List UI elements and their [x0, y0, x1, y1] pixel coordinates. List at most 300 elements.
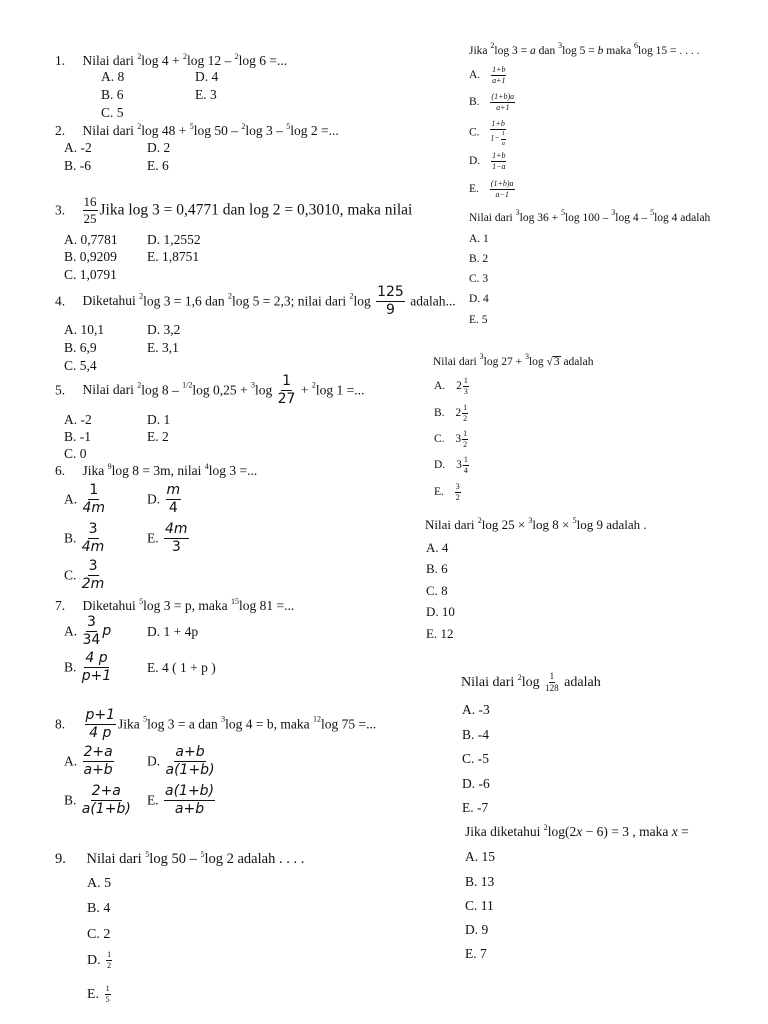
numerator: 1 [282, 373, 291, 389]
option-c: C. -5 [462, 751, 489, 766]
fraction [462, 404, 468, 424]
numerator: 4 p [85, 650, 108, 666]
log-base: 6 [634, 41, 639, 50]
question-number: 9. [55, 851, 66, 867]
log-base: 2 [182, 52, 187, 61]
nested-fraction [501, 131, 506, 147]
fraction [166, 483, 182, 515]
option-d [469, 152, 508, 172]
question-text: log 75 =... [321, 716, 377, 732]
option-label: C. [434, 433, 445, 446]
question-7 [55, 599, 294, 613]
log-base: 2 [137, 380, 142, 390]
option-c: C. 3 [469, 273, 489, 285]
denominator: a+1 [492, 76, 506, 86]
question-text: Diketahui [82, 598, 140, 613]
denominator [490, 130, 505, 147]
right-question-5 [461, 672, 601, 694]
denominator: a+1 [496, 103, 510, 113]
fraction [490, 180, 515, 200]
question-text: log 5 = 2,3; nilai dari [231, 293, 350, 309]
option-d: D. 3,2 [147, 322, 181, 337]
question-number: 6. [55, 463, 66, 478]
option-b: B. 4 [87, 901, 111, 916]
fraction [85, 708, 117, 740]
numerator: a(1+b) [165, 783, 215, 799]
fraction [491, 152, 506, 172]
numerator: a+b [175, 744, 205, 760]
denominator: 3 [171, 538, 181, 555]
question-text: Jika [118, 716, 144, 732]
right-question-6 [465, 825, 689, 839]
question-1 [55, 54, 287, 68]
option-a: A. 10,1 [64, 322, 105, 337]
variable: p [102, 623, 112, 640]
log-base: 3 [528, 516, 533, 525]
numerator: 1+b [491, 152, 506, 162]
fraction [164, 522, 189, 554]
question-text: log 5 = [562, 45, 598, 57]
option-label: B. [64, 659, 77, 675]
option-d: D. 1 [147, 412, 171, 427]
question-text: log 3 =... [208, 463, 258, 478]
question-number: 3. [55, 202, 66, 218]
option-e: E. 2 [147, 429, 169, 444]
denominator: 27 [277, 390, 296, 407]
question-number: 8. [55, 716, 66, 732]
fraction [545, 672, 559, 694]
question-4 [55, 285, 456, 317]
option-a: A. 1 [469, 233, 489, 245]
log-base: 2 [517, 673, 522, 683]
question-text: log 8 – [141, 382, 183, 398]
option-a [64, 483, 107, 515]
option-label: B. [434, 407, 445, 420]
option-a: A. 8 [101, 69, 125, 84]
option-a [434, 377, 471, 397]
denominator: 2 [455, 493, 460, 503]
option-label: E. [87, 986, 100, 1002]
option-label: D. [147, 753, 161, 769]
question-text: log 15 = . . . . [638, 45, 700, 57]
fraction [278, 374, 296, 406]
option-c: C. 5,4 [64, 358, 97, 373]
option-b: B. 13 [465, 874, 495, 889]
denominator: 2 [107, 961, 112, 971]
log-base: 1/2 [182, 380, 193, 390]
option-e [434, 483, 463, 503]
question-text: log 3 – [245, 123, 287, 138]
variable: a [529, 45, 536, 57]
fraction [82, 651, 112, 683]
option-e: E. 6 [147, 158, 169, 173]
option-e: E. -7 [462, 800, 489, 815]
numerator: 1 [89, 482, 99, 498]
whole-number: 2 [456, 380, 462, 393]
option-label: A. [64, 623, 78, 639]
question-text: Diketahui [82, 293, 140, 309]
question-text: dan [535, 45, 559, 57]
option-e: E. 3,1 [147, 340, 179, 355]
question-text: log 36 + [519, 212, 561, 224]
right-question-2 [469, 208, 711, 225]
radicand: 3 [553, 356, 560, 368]
option-b: B. -4 [462, 727, 489, 742]
log-base: 2 [241, 122, 246, 131]
denominator: 3 [463, 387, 468, 397]
option-e [147, 522, 191, 554]
right-question-1 [469, 41, 700, 58]
option-e: E. 1,8751 [147, 249, 200, 264]
log-base: 2 [349, 291, 354, 301]
denominator: 2m [81, 575, 105, 592]
denominator: a+b [174, 800, 205, 817]
numerator: 1+b [491, 66, 506, 76]
question-text: Jika diketahui [465, 824, 544, 839]
whole-number: 2 [455, 407, 462, 420]
denominator: 2 [463, 414, 468, 424]
log-base: 5 [650, 208, 655, 217]
log-base: 3 [221, 714, 226, 724]
numerator: 125 [377, 284, 404, 300]
option-d: D. -6 [462, 776, 490, 791]
question-text: log 50 – [149, 851, 201, 867]
denominator: 25 [83, 210, 97, 226]
option-e: E. 5 [469, 314, 488, 326]
right-question-4 [425, 518, 647, 531]
fraction [455, 483, 461, 503]
question-text: log 81 =... [238, 598, 295, 613]
log-base: 3 [479, 352, 484, 361]
option-label: E. [147, 530, 159, 546]
option-a [469, 66, 508, 86]
question-text: log [254, 382, 273, 398]
question-text: log 3 = a dan [147, 716, 222, 732]
fraction [105, 985, 111, 1005]
option-d [147, 483, 183, 515]
option-c [469, 120, 508, 147]
fraction [376, 285, 405, 317]
option-b: B. 0,9209 [64, 249, 117, 264]
question-text: Jika [82, 463, 108, 478]
option-label: A. [469, 69, 481, 82]
option-label: C. [64, 567, 77, 583]
option-a: A. -2 [64, 140, 92, 155]
question-text: log 4 – [615, 212, 651, 224]
log-base: 2 [543, 823, 548, 832]
option-label: A. [434, 380, 446, 393]
log-base: 5 [139, 597, 144, 606]
variable: b [597, 45, 604, 57]
denominator: 4m [81, 538, 105, 555]
option-e [147, 784, 217, 816]
numerator: 1 [462, 404, 468, 414]
option-label: D. [87, 952, 101, 968]
numerator: 4m [165, 521, 188, 537]
question-number: 1. [55, 53, 66, 68]
numerator: 1 [549, 672, 556, 683]
log-base: 12 [313, 714, 321, 724]
log-base: 2 [490, 41, 495, 50]
fraction [164, 784, 215, 816]
denominator: 1−a [492, 162, 506, 172]
denominator: a [501, 140, 505, 147]
option-c: C. 2 [87, 927, 111, 942]
option-d [434, 456, 471, 476]
question-text: log 4 + [141, 53, 183, 68]
question-text: log 48 + [141, 123, 190, 138]
question-text: maka [603, 45, 635, 57]
option-b [64, 522, 106, 554]
denominator: 5 [105, 995, 110, 1005]
fraction [490, 93, 515, 113]
question-text: adalah [560, 674, 601, 690]
denominator: p+1 [81, 667, 112, 684]
denominator: 9 [386, 301, 395, 318]
question-text: Nilai dari [433, 356, 480, 368]
question-3 [55, 195, 412, 225]
option-b: B. 6 [426, 561, 448, 576]
fraction [82, 559, 105, 591]
question-text: Jika [469, 45, 491, 57]
log-base: 9 [107, 462, 112, 471]
log-base: 3 [611, 208, 616, 217]
option-a: A. 15 [465, 849, 495, 864]
numerator: 1+b [490, 120, 505, 130]
option-a: A. 5 [87, 876, 112, 891]
sqrt-sign: √ [546, 356, 553, 368]
question-text: log 8 = 3m, nilai [111, 463, 205, 478]
question-text: Nilai dari [86, 851, 146, 867]
option-d [87, 951, 114, 971]
option-c: C. 0 [64, 446, 87, 461]
question-5 [55, 374, 364, 406]
numerator: 1 [462, 430, 468, 440]
question-number: 4. [55, 293, 66, 309]
fraction [83, 483, 106, 515]
question-text: log 100 – [564, 212, 612, 224]
fraction [82, 522, 105, 554]
question-number: 2. [55, 123, 66, 138]
option-label: D. [434, 459, 446, 472]
option-d: D. 4 [195, 69, 219, 84]
log-base: 5 [189, 122, 194, 131]
log-base: 3 [524, 352, 529, 361]
question-text: log 1 =... [315, 382, 365, 398]
denominator: 4 [168, 499, 178, 516]
question-text: log 9 adalah . [576, 517, 647, 532]
numerator: p+1 [85, 707, 116, 723]
variable: x [576, 824, 583, 839]
question-text: log [521, 674, 544, 690]
option-b [469, 93, 517, 113]
option-b: B. 6,9 [64, 340, 97, 355]
variable: x [671, 824, 678, 839]
option-d: D. 4 [469, 293, 489, 305]
log-base: 4 [204, 462, 209, 471]
option-d: D. 10 [426, 604, 455, 619]
log-base: 2 [137, 52, 142, 61]
question-text: log 3 = [494, 45, 530, 57]
numerator: 2+a [91, 783, 121, 799]
option-a [64, 745, 116, 777]
log-base: 2 [137, 122, 142, 131]
denominator: 34 [82, 631, 101, 648]
question-text: = [677, 824, 689, 839]
numerator: 16 [83, 194, 97, 209]
right-question-3 [433, 352, 594, 369]
option-label: D. [147, 491, 161, 507]
log-base: 3 [250, 380, 255, 390]
option-b: B. 6 [101, 87, 124, 102]
option-c: C. 1,0791 [64, 267, 117, 282]
option-c: C. 8 [426, 583, 448, 598]
question-text: log 12 – [186, 53, 235, 68]
denominator: 128 [545, 683, 559, 694]
fraction [490, 120, 505, 147]
numerator: 1 [463, 377, 469, 387]
fraction [462, 430, 468, 450]
log-base: 5 [200, 850, 205, 859]
question-text: log 3 = 1,6 dan [143, 293, 228, 309]
denominator: a−1 [495, 190, 509, 200]
numerator: (1+b)a [490, 93, 515, 103]
option-b [64, 651, 113, 683]
option-a: A. 0,7781 [64, 232, 118, 247]
option-c: C. 5 [101, 105, 124, 120]
option-a: A. 4 [426, 540, 449, 555]
question-text: log 25 × [481, 517, 529, 532]
question-8 [55, 708, 376, 740]
question-text: Nilai dari [82, 123, 138, 138]
question-text: Nilai dari [425, 517, 478, 532]
log-base: 2 [234, 52, 239, 61]
denominator: 4m [82, 499, 106, 516]
option-label: D. [469, 155, 481, 168]
option-d: D. 9 [465, 922, 489, 937]
question-text: adalah [560, 356, 594, 368]
whole-number: 3 [455, 433, 462, 446]
fraction [463, 377, 469, 397]
fraction [83, 195, 98, 225]
fraction [82, 784, 131, 816]
log-base: 5 [560, 208, 565, 217]
log-base: 2 [477, 516, 482, 525]
option-label: A. [64, 491, 78, 507]
log-base: 15 [230, 597, 239, 606]
option-e: E. 12 [426, 626, 454, 641]
question-2 [55, 124, 339, 138]
numerator: 1 [105, 985, 111, 995]
denominator: 2 [463, 440, 468, 450]
option-label: E. [434, 486, 444, 499]
option-c [64, 559, 106, 591]
option-label: B. [469, 96, 480, 109]
option-d: D. 1,2552 [147, 232, 201, 247]
fraction [83, 745, 114, 777]
option-b [434, 404, 470, 424]
log-base: 2 [227, 291, 232, 301]
option-label: E. [469, 183, 479, 196]
option-e: E. 4 ( 1 + p ) [147, 660, 216, 675]
numerator: 1 [106, 951, 112, 961]
question-text: log 4 = b, maka [225, 716, 313, 732]
log-base: 2 [311, 380, 316, 390]
fraction [463, 456, 469, 476]
question-text: Jika log 3 = 0,4771 dan log 2 = 0,3010, maka nilai [99, 201, 413, 219]
question-6 [55, 464, 257, 478]
numerator: m [166, 482, 181, 498]
option-e: E. 3 [195, 87, 217, 102]
question-text: log [528, 356, 547, 368]
option-d [147, 745, 217, 777]
numerator: 1 [463, 456, 469, 466]
option-e [87, 985, 113, 1005]
option-e: E. 7 [465, 946, 487, 961]
question-text: log 4 adalah [654, 212, 711, 224]
option-b: B. -6 [64, 158, 91, 173]
question-text: Nilai dari [461, 674, 518, 690]
option-label: B. [64, 530, 77, 546]
numerator: 3 [455, 483, 461, 493]
question-text: Nilai dari [82, 53, 138, 68]
option-e [469, 180, 517, 200]
log-base: 5 [572, 516, 577, 525]
option-label: A. [64, 753, 78, 769]
option-c: C. 11 [465, 898, 494, 913]
numerator: 3 [88, 558, 98, 574]
question-text: − 6) = 3 , maka [582, 824, 672, 839]
log-base: 3 [558, 41, 563, 50]
question-text: log 0,25 + [192, 382, 251, 398]
fraction [83, 615, 101, 647]
numerator: 3 [88, 521, 98, 537]
log-base: 5 [143, 714, 148, 724]
option-b: B. 2 [469, 253, 489, 265]
option-label: C. [469, 126, 480, 139]
option-d: D. 2 [147, 140, 171, 155]
question-text: adalah... [406, 293, 456, 309]
option-a [64, 615, 111, 647]
log-base: 3 [515, 208, 520, 217]
question-text: + [297, 382, 312, 398]
denominator: a(1+b) [81, 800, 131, 817]
numerator: 1 [501, 131, 506, 139]
numerator: 2+a [83, 744, 113, 760]
log-base: 5 [286, 122, 291, 131]
numerator: 3 [86, 614, 96, 630]
denominator: a(1+b) [165, 761, 215, 778]
fraction [166, 745, 215, 777]
option-label: B. [64, 792, 77, 808]
option-a: A. -3 [462, 702, 490, 717]
question-text: log 2 adalah . . . . [204, 851, 305, 867]
option-c [434, 430, 470, 450]
denominator: a+b [83, 761, 113, 778]
question-text: log(2 [547, 824, 577, 839]
log-base: 5 [145, 850, 150, 859]
fraction [491, 66, 506, 86]
question-text: log 3 = p, maka [143, 598, 231, 613]
question-text: log [353, 293, 371, 309]
question-text: Nilai dari [469, 212, 516, 224]
denominator: 4 [463, 466, 468, 476]
whole-number: 3 [456, 459, 462, 472]
question-text: log 27 + [483, 356, 525, 368]
question-text: Nilai dari [82, 382, 138, 398]
question-9 [55, 852, 304, 867]
question-text: log 2 =... [290, 123, 339, 138]
